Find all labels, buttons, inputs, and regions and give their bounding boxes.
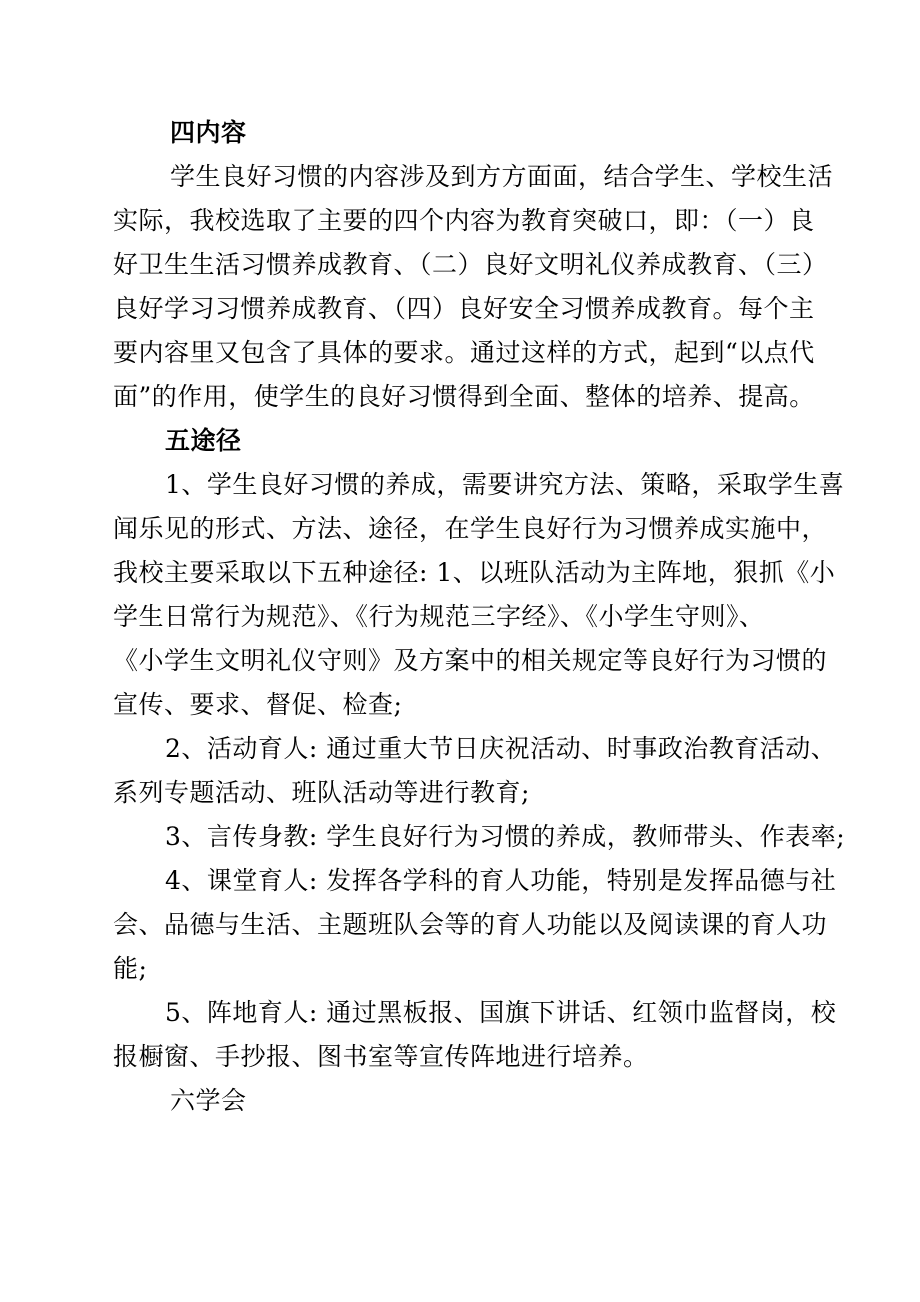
paragraph-line: 要内容里又包含了具体的要求。通过这样的方式，起到“以点代 bbox=[113, 338, 815, 367]
paragraph-line: 宣传、要求、督促、检查; bbox=[113, 690, 403, 719]
paragraph-line: 我校主要采取以下五种途径: 1、以班队活动为主阵地，狠抓《小 bbox=[113, 558, 836, 587]
paragraph-line: 实际，我校选取了主要的四个内容为教育突破口，即：（一）良 bbox=[113, 206, 815, 235]
section-heading-content: 四内容 bbox=[170, 118, 247, 147]
paragraph-line: 面”的作用，使学生的良好习惯得到全面、整体的培养、提高。 bbox=[113, 382, 815, 411]
paragraph-line: 能; bbox=[113, 954, 148, 983]
paragraph-line: 1、学生良好习惯的养成，需要讲究方法、策略，采取学生喜 bbox=[165, 470, 845, 499]
paragraph-line: 报橱窗、手抄报、图书室等宣传阵地进行培养。 bbox=[113, 1042, 649, 1071]
paragraph-line: 学生良好习惯的内容涉及到方方面面，结合学生、学校生活 bbox=[170, 162, 834, 191]
section-heading-learn: 六学会 bbox=[170, 1086, 247, 1115]
paragraph-line: 良好学习习惯养成教育、（四）良好安全习惯养成教育。每个主 bbox=[113, 294, 815, 323]
paragraph-line: 2、活动育人: 通过重大节日庆祝活动、时事政治教育活动、 bbox=[165, 734, 837, 763]
paragraph-line: 系列专题活动、班队活动等进行教育; bbox=[113, 778, 530, 807]
paragraph-line: 闻乐见的形式、方法、途径，在学生良好行为习惯养成实施中， bbox=[113, 514, 828, 543]
paragraph-line: 会、品德与生活、主题班队会等的育人功能以及阅读课的育人功 bbox=[113, 910, 828, 939]
paragraph-line: 学生日常行为规范》、《行为规范三字经》、《小学生守则》、 bbox=[113, 602, 765, 631]
paragraph-line: 好卫生生活习惯养成教育、（二）良好文明礼仪养成教育、（三） bbox=[113, 250, 828, 279]
paragraph-line: 3、言传身教: 学生良好行为习惯的养成，教师带头、作表率; bbox=[165, 822, 846, 851]
paragraph-line: 5、阵地育人: 通过黑板报、国旗下讲话、红领巾监督岗，校 bbox=[165, 998, 837, 1027]
paragraph-line: 《小学生文明礼仪守则》及方案中的相关规定等良好行为习惯的 bbox=[113, 646, 828, 675]
section-heading-approach: 五途径 bbox=[165, 426, 242, 455]
paragraph-line: 4、课堂育人: 发挥各学科的育人功能，特别是发挥品德与社 bbox=[165, 866, 837, 895]
